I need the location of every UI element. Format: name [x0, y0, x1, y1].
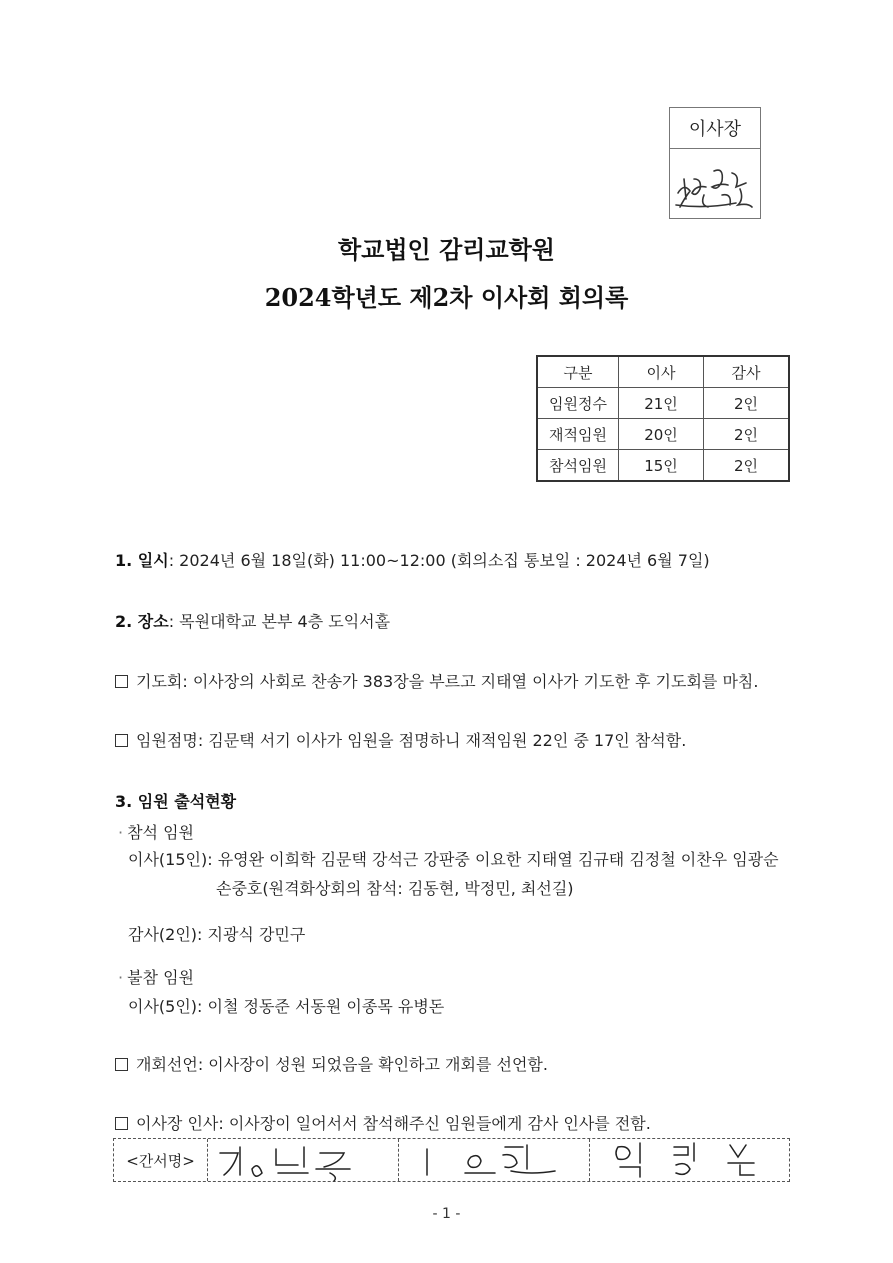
table-header-cell: 이사: [619, 356, 704, 388]
table-cell: 2인: [704, 419, 790, 450]
section-date-label: 1. 일시: [115, 551, 169, 570]
approval-title: 이사장: [670, 108, 760, 149]
table-cell: 2인: [704, 450, 790, 482]
table-header-cell: 구분: [537, 356, 619, 388]
greeting-line: [115, 1111, 651, 1134]
table-cell: 2인: [704, 388, 790, 419]
cosign-row: [113, 1138, 790, 1182]
checkbox-square-icon: [115, 675, 128, 688]
prayer-text: 기도회: 이사장의 사회로 찬송가 383장을 부르고 지태열 이사가 기도한 후 기도회를 마침.: [136, 672, 759, 691]
directors-present-line2: 손중호(원격화상회의 참석: 김동현, 박정민, 최선길): [216, 879, 574, 898]
cosign-signature-1: [208, 1139, 399, 1181]
table-cell: 임원정수: [537, 388, 619, 419]
greeting-text: 이사장 인사: 이사장이 일어서서 참석해주신 임원들에게 감사 인사를 전함.: [136, 1114, 651, 1133]
table-row: [537, 419, 789, 450]
section-date: [115, 548, 710, 571]
auditors-present-line: 감사(2인): 지광식 강민구: [128, 925, 306, 944]
checkbox-square-icon: [115, 1117, 128, 1130]
present-label: 참석 임원: [127, 823, 195, 842]
cosign-signature-3: [590, 1139, 789, 1181]
opening-line: [115, 1052, 548, 1075]
bullet-dot-icon: ·: [118, 823, 124, 842]
document-title-line2: 2024학년도 제2차 이사회 회의록: [264, 283, 629, 312]
officers-table: [536, 355, 790, 482]
table-row: [537, 450, 789, 482]
section-place-text: : 목원대학교 본부 4층 도익서홀: [168, 612, 391, 631]
section-attendance-heading: [115, 789, 236, 812]
section-place: [115, 609, 390, 632]
checkbox-square-icon: [115, 1058, 128, 1071]
table-row: [537, 388, 789, 419]
signature-scribble: [590, 1139, 789, 1183]
checkbox-square-icon: [115, 734, 128, 747]
section-place-label: 2. 장소: [115, 612, 169, 631]
table-header-row: [537, 356, 789, 388]
signature-scribble: [399, 1139, 589, 1183]
table-cell: 15인: [619, 450, 704, 482]
absent-label-line: [118, 965, 194, 988]
chairman-signature: [670, 149, 760, 219]
document-title-line1: 학교법인 감리교학원: [337, 235, 555, 264]
signature-scribble: [208, 1139, 398, 1183]
table-cell: 참석임원: [537, 450, 619, 482]
prayer-line: [115, 669, 758, 692]
directors-present-line1: 이사(15인): 유영완 이희학 김문택 강석근 강판중 이요한 지태열 김규태 김정철 이찬우 임광순: [128, 850, 779, 869]
table-cell: 재적임원: [537, 419, 619, 450]
table-cell: 20인: [619, 419, 704, 450]
present-label-line: [118, 820, 194, 843]
rollcall-line: [115, 728, 686, 751]
chairman-signature-scribble: [670, 149, 760, 219]
rollcall-text: 임원점명: 김문택 서기 이사가 임원을 점명하니 재적임원 22인 중 17인 참석함.: [136, 731, 687, 750]
table-header-cell: 감사: [704, 356, 790, 388]
table-cell: 21인: [619, 388, 704, 419]
page-number: - 1 -: [432, 1206, 461, 1222]
approval-box: [669, 107, 761, 219]
absent-label: 불참 임원: [127, 968, 195, 987]
bullet-dot-icon: ·: [118, 968, 124, 987]
section-attendance-title: 3. 임원 출석현황: [115, 792, 237, 811]
section-date-text: : 2024년 6월 18일(화) 11:00~12:00 (회의소집 통보일 : 2024년 6월 7일): [168, 551, 710, 570]
directors-absent-line: 이사(5인): 이철 정동준 서동원 이종목 유병돈: [128, 997, 445, 1016]
cosign-label: <간서명>: [114, 1139, 208, 1181]
cosign-signature-2: [399, 1139, 590, 1181]
opening-text: 개회선언: 이사장이 성원 되었음을 확인하고 개회를 선언함.: [136, 1055, 548, 1074]
